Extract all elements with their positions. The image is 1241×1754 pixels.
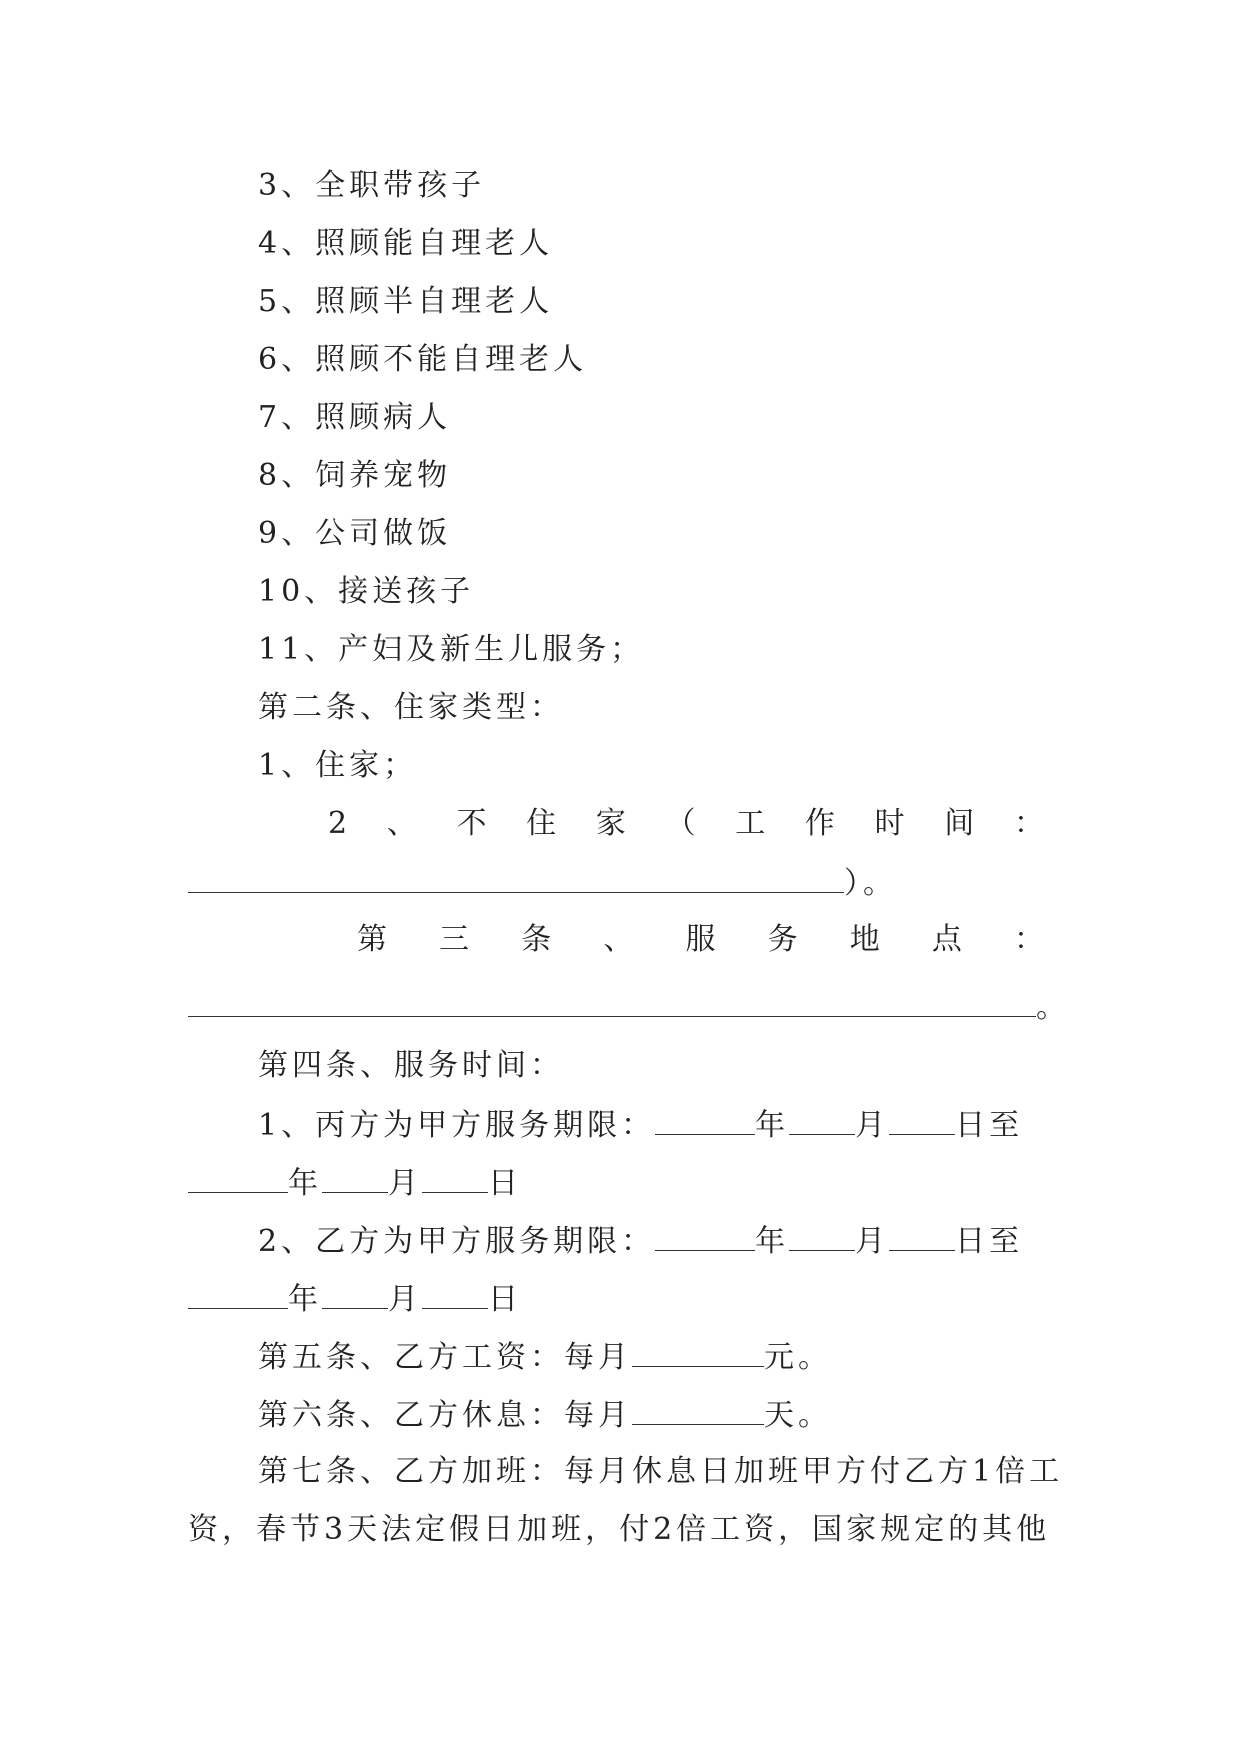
list-item: 7、照顾病人 — [258, 400, 452, 435]
list-item: 8、饲养宠物 — [258, 458, 452, 493]
article-5-wage: 第五条、乙方工资：每月 元。 — [258, 1336, 832, 1378]
list-item: 6、照顾不能自理老人 — [258, 342, 588, 377]
service-period-1-end: 年 月 日 — [188, 1162, 522, 1204]
service-period-2: 2、乙方为甲方服务期限： 年 月 日至 — [258, 1220, 1023, 1262]
article-4-title: 第四条、服务时间： — [258, 1048, 564, 1083]
month-blank[interactable] — [789, 1220, 855, 1251]
year-blank[interactable] — [188, 1162, 288, 1193]
service-location-field: 。 — [188, 986, 1070, 1028]
list-item: 4、照顾能自理老人 — [258, 226, 554, 261]
service-period-2-end: 年 月 日 — [188, 1278, 522, 1320]
day-blank[interactable] — [422, 1162, 488, 1193]
work-time-field: ）。 — [188, 862, 897, 904]
article-6-rest: 第六条、乙方休息：每月 天。 — [258, 1394, 832, 1436]
month-blank[interactable] — [789, 1104, 855, 1135]
year-blank[interactable] — [188, 1278, 288, 1309]
rest-days-blank[interactable] — [632, 1394, 764, 1425]
day-blank[interactable] — [889, 1104, 955, 1135]
service-period-1: 1、丙方为甲方服务期限： 年 月 日至 — [258, 1104, 1023, 1146]
article-7-line-2: 资，春节3天法定假日加班，付2倍工资，国家规定的其他 — [188, 1512, 1051, 1547]
blank-line[interactable] — [188, 986, 1036, 1017]
blank-line[interactable] — [188, 862, 844, 893]
list-item: 5、照顾半自理老人 — [258, 284, 554, 319]
day-blank[interactable] — [889, 1220, 955, 1251]
day-blank[interactable] — [422, 1278, 488, 1309]
list-item: 10、接送孩子 — [258, 574, 475, 609]
month-blank[interactable] — [322, 1162, 388, 1193]
month-blank[interactable] — [322, 1278, 388, 1309]
article-3-title: 第 三 条 、 服 务 地 点 ： — [357, 922, 1048, 957]
list-item: 11、产妇及新生儿服务； — [258, 632, 645, 667]
list-item: 3、全职带孩子 — [258, 168, 486, 203]
wage-blank[interactable] — [632, 1336, 764, 1367]
article-2-option-2: 2 、 不 住 家 （ 工 作 时 间 ： — [328, 806, 1048, 841]
list-item: 9、公司做饭 — [258, 516, 452, 551]
article-7-line-1: 第七条、乙方加班：每月休息日加班甲方付乙方1倍工 — [258, 1454, 1064, 1489]
article-2-title: 第二条、住家类型： — [258, 690, 564, 725]
year-blank[interactable] — [655, 1104, 755, 1135]
article-2-option-1: 1、住家； — [258, 748, 418, 783]
year-blank[interactable] — [655, 1220, 755, 1251]
